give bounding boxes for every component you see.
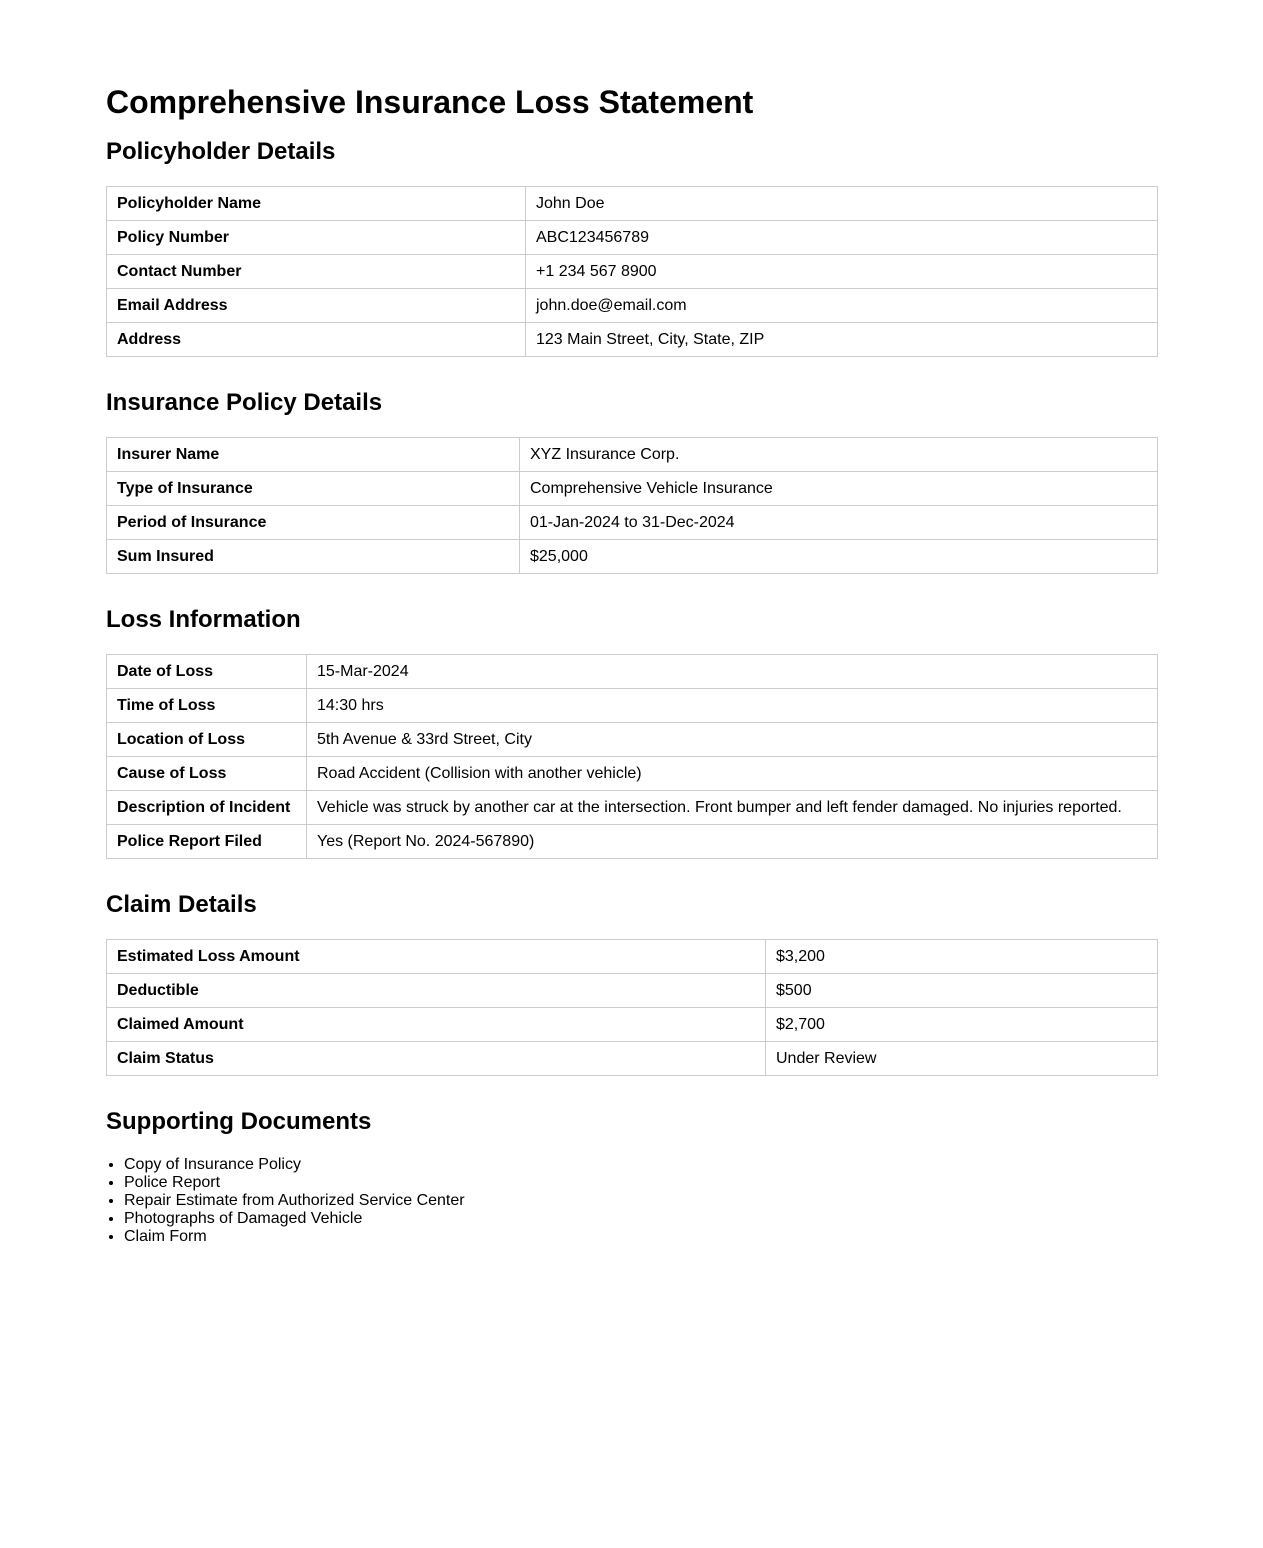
list-item: • Photographs of Damaged Vehicle (124, 1210, 1158, 1228)
row-value: +1 234 567 8900 (526, 255, 1158, 289)
policyholder-heading: Policyholder Details (106, 138, 336, 165)
row-label: Policy Number (107, 221, 526, 255)
table-row (107, 438, 1158, 472)
row-label: Claimed Amount (107, 1008, 766, 1042)
list-item: • Copy of Insurance Policy (124, 1156, 1158, 1174)
row-value: 14:30 hrs (307, 689, 1158, 723)
row-label: Location of Loss (107, 723, 307, 757)
row-value: Under Review (766, 1042, 1158, 1076)
table-row (107, 323, 1158, 357)
table-row (107, 289, 1158, 323)
row-label: Time of Loss (107, 689, 307, 723)
claim-table (106, 939, 1158, 1076)
row-label: Description of Incident (107, 791, 307, 825)
row-label: Period of Insurance (107, 506, 520, 540)
row-label: Sum Insured (107, 540, 520, 574)
claim-heading: Claim Details (106, 891, 257, 918)
table-row (107, 791, 1158, 825)
insurance-table (106, 437, 1158, 574)
list-item: • Claim Form (124, 1228, 1158, 1246)
row-label: Contact Number (107, 255, 526, 289)
table-row (107, 187, 1158, 221)
table-row (107, 723, 1158, 757)
row-label: Cause of Loss (107, 757, 307, 791)
row-label: Insurer Name (107, 438, 520, 472)
table-row (107, 974, 1158, 1008)
row-value: 15-Mar-2024 (307, 655, 1158, 689)
documents-heading: Supporting Documents (106, 1108, 372, 1135)
row-label: Estimated Loss Amount (107, 940, 766, 974)
row-label: Date of Loss (107, 655, 307, 689)
row-value: Vehicle was struck by another car at the intersection. Front bumper and left fender damaged. No injuries reported. (307, 791, 1158, 825)
table-row (107, 1042, 1158, 1076)
row-value: $3,200 (766, 940, 1158, 974)
table-row (107, 757, 1158, 791)
table-row (107, 540, 1158, 574)
row-value: XYZ Insurance Corp. (520, 438, 1158, 472)
table-row (107, 1008, 1158, 1042)
table-row (107, 472, 1158, 506)
documents-list (106, 1156, 1158, 1246)
row-value: $500 (766, 974, 1158, 1008)
table-row (107, 825, 1158, 859)
loss-heading: Loss Information (106, 606, 301, 633)
row-value: 5th Avenue & 33rd Street, City (307, 723, 1158, 757)
policyholder-table (106, 186, 1158, 357)
insurance-heading: Insurance Policy Details (106, 389, 383, 416)
row-value: $2,700 (766, 1008, 1158, 1042)
table-row (107, 506, 1158, 540)
row-label: Policyholder Name (107, 187, 526, 221)
row-value: 123 Main Street, City, State, ZIP (526, 323, 1158, 357)
row-label: Address (107, 323, 526, 357)
row-value: Yes (Report No. 2024-567890) (307, 825, 1158, 859)
row-value: 01-Jan-2024 to 31-Dec-2024 (520, 506, 1158, 540)
row-label: Email Address (107, 289, 526, 323)
row-value: $25,000 (520, 540, 1158, 574)
table-row (107, 940, 1158, 974)
table-row (107, 655, 1158, 689)
row-label: Claim Status (107, 1042, 766, 1076)
page-title: Comprehensive Insurance Loss Statement (106, 84, 754, 120)
row-label: Police Report Filed (107, 825, 307, 859)
row-value: Comprehensive Vehicle Insurance (520, 472, 1158, 506)
table-row (107, 255, 1158, 289)
row-value: john.doe@email.com (526, 289, 1158, 323)
table-row (107, 221, 1158, 255)
list-item: • Repair Estimate from Authorized Service Center (124, 1192, 1158, 1210)
row-label: Deductible (107, 974, 766, 1008)
row-label: Type of Insurance (107, 472, 520, 506)
list-item: • Police Report (124, 1174, 1158, 1192)
row-value: ABC123456789 (526, 221, 1158, 255)
loss-table (106, 654, 1158, 859)
row-value: John Doe (526, 187, 1158, 221)
table-row (107, 689, 1158, 723)
row-value: Road Accident (Collision with another vehicle) (307, 757, 1158, 791)
